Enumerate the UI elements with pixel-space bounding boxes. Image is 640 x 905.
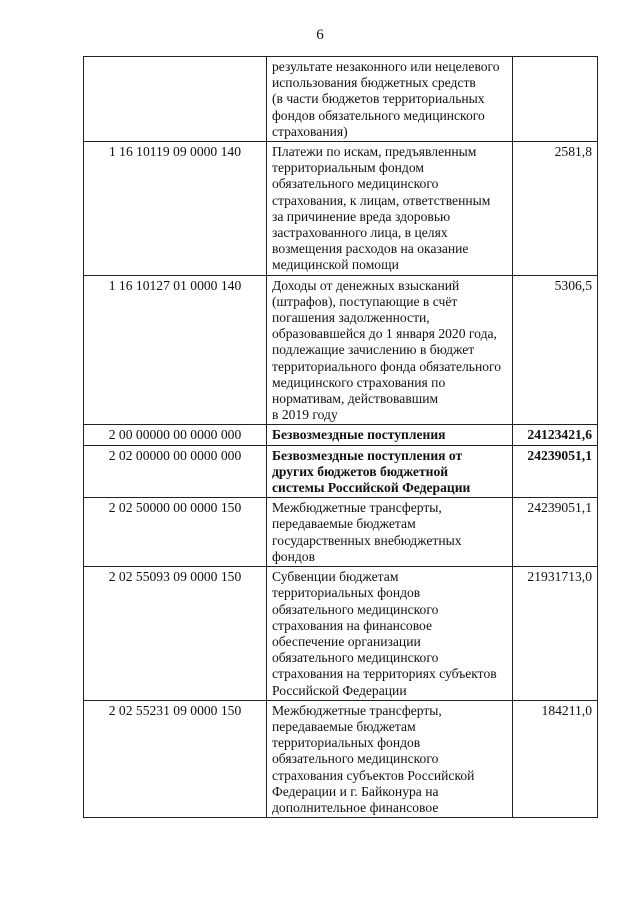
table-row <box>84 498 598 567</box>
budget-code-cell: 2 02 55231 09 0000 150 <box>84 700 267 817</box>
table-row <box>84 275 598 425</box>
amount-cell: 24123421,6 <box>513 425 598 445</box>
budget-table <box>83 56 598 818</box>
income-name-cell: Безвозмездные поступления от других бюджетов бюджетной системы Российской Федерации <box>267 445 513 498</box>
table-row <box>84 57 598 142</box>
budget-code-cell: 2 02 00000 00 0000 000 <box>84 445 267 498</box>
budget-code-cell: 1 16 10119 09 0000 140 <box>84 142 267 276</box>
table-row <box>84 142 598 276</box>
table-row <box>84 700 598 817</box>
income-name-cell: Платежи по искам, предъявленным территориальным фондом обязательного медицинского страхования, к лицам, ответственным за причинение вреда здоровью застрахованного лица, в целях возмещения расходов на оказание медицинской помощи <box>267 142 513 276</box>
income-name-cell: Доходы от денежных взысканий (штрафов), поступающие в счёт погашения задолженности, образовавшейся до 1 января 2020 года, подлежащие зачислению в бюджет территориального фонда обязательного медицинского страхования по нормативам, действовавшим в 2019 году <box>267 275 513 425</box>
income-name-cell: Субвенции бюджетам территориальных фондов обязательного медицинского страхования на финансовое обеспечение организации обязательного медицинского страхования на территориях субъектов Российской Федерации <box>267 567 513 701</box>
page-number: 6 <box>316 27 324 43</box>
budget-code-cell: 2 02 50000 00 0000 150 <box>84 498 267 567</box>
amount-cell: 5306,5 <box>513 275 598 425</box>
amount-cell <box>513 57 598 142</box>
amount-cell: 21931713,0 <box>513 567 598 701</box>
table-row <box>84 567 598 701</box>
amount-cell: 184211,0 <box>513 700 598 817</box>
budget-code-cell: 2 02 55093 09 0000 150 <box>84 567 267 701</box>
budget-code-cell <box>84 57 267 142</box>
table-row <box>84 445 598 498</box>
budget-code-cell: 2 00 00000 00 0000 000 <box>84 425 267 445</box>
income-name-cell: Безвозмездные поступления <box>267 425 513 445</box>
table-row <box>84 425 598 445</box>
income-name-cell: результате незаконного или нецелевого использования бюджетных средств (в части бюджетов территориальных фондов обязательного медицинского страхования) <box>267 57 513 142</box>
amount-cell: 24239051,1 <box>513 498 598 567</box>
budget-code-cell: 1 16 10127 01 0000 140 <box>84 275 267 425</box>
amount-cell: 24239051,1 <box>513 445 598 498</box>
amount-cell: 2581,8 <box>513 142 598 276</box>
income-name-cell: Межбюджетные трансферты, передаваемые бюджетам территориальных фондов обязательного медицинского страхования субъектов Российской Федерации и г. Байконура на дополнительное финансовое <box>267 700 513 817</box>
income-name-cell: Межбюджетные трансферты, передаваемые бюджетам государственных внебюджетных фондов <box>267 498 513 567</box>
